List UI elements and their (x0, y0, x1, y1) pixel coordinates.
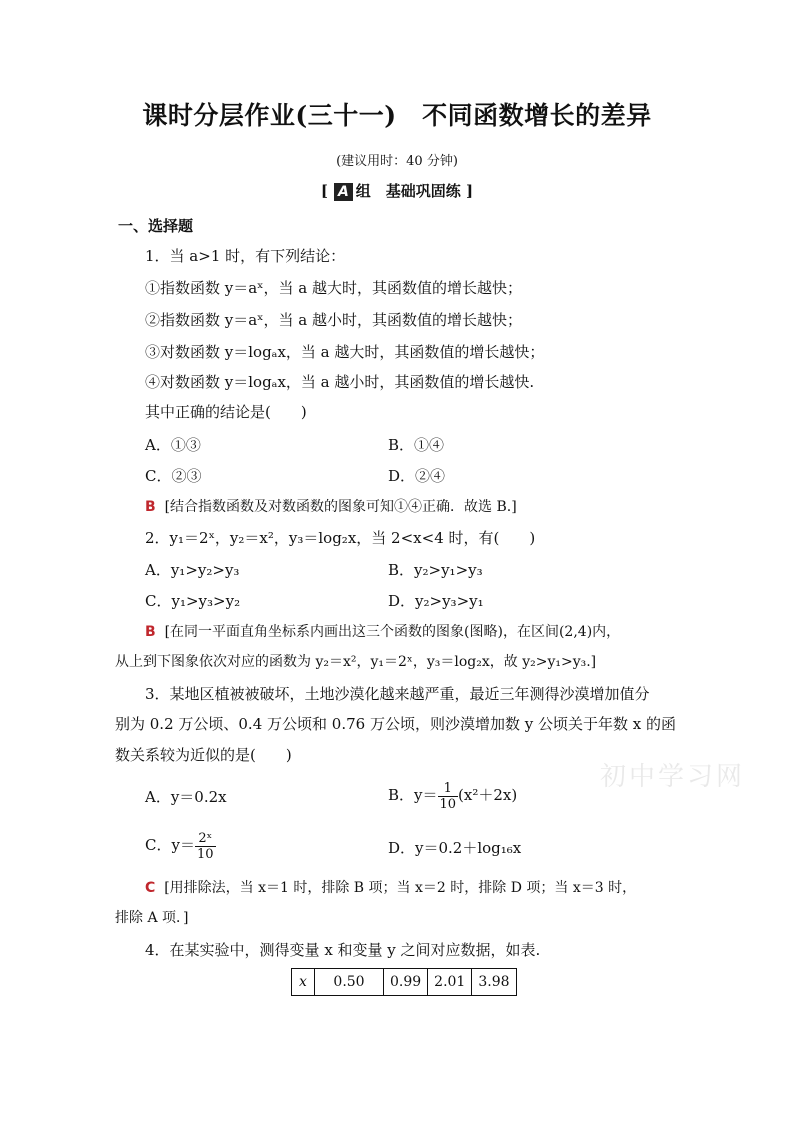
q2-option-d: D．y₂>y₃>y₁ (388, 592, 484, 610)
q3-option-b (388, 778, 517, 812)
page-title: 课时分层作业(三十一) 不同函数增长的差异 (142, 101, 652, 130)
q1-stem: 1．当 a>1 时，有下列结论： (145, 247, 346, 265)
q3-option-c (145, 828, 216, 862)
q1-answer-letter: B (145, 499, 156, 515)
group-bracket-open: [ (320, 182, 328, 200)
time-note: (建议用时：40 分钟) (336, 154, 458, 169)
q3-stem-line-3: 数关系较为近似的是( ) (115, 746, 292, 764)
q1-item-1: ①指数函数 y＝aˣ，当 a 越大时，其函数值的增长越快； (145, 279, 523, 297)
q2-option-c: C．y₁>y₃>y₂ (145, 592, 241, 610)
q3-option-c-numerator: 2ˣ (195, 831, 216, 847)
q1-answer-text: [结合指数函数及对数函数的图象可知①④正确．故选 B.] (164, 499, 517, 515)
q3-option-c-prefix: C．y＝ (145, 836, 195, 854)
q2-answer-letter: B (145, 624, 156, 640)
watermark: 初中学习网 (600, 762, 746, 792)
q1-answer (145, 497, 517, 517)
group-label: 组 基础巩固练 (355, 182, 461, 200)
table-row (292, 969, 517, 996)
q3-option-c-fraction (195, 831, 216, 862)
q1-option-d: D．②④ (388, 467, 446, 485)
group-bracket-close: ] (466, 182, 474, 200)
q2-option-b: B．y₂>y₁>y₃ (388, 561, 483, 579)
q4-data-table (291, 968, 517, 996)
q1-option-a: A．①③ (145, 436, 201, 454)
q3-answer-text-1: [用排除法，当 x＝1 时，排除 B 项；当 x＝2 时，排除 D 项；当 x＝3 时， (164, 880, 637, 896)
q3-answer-line-1 (145, 878, 636, 898)
table-cell: 0.50 (315, 969, 384, 996)
group-heading (0, 180, 794, 201)
q3-option-b-fraction (438, 781, 459, 812)
q2-option-a: A．y₁>y₂>y₃ (145, 561, 240, 579)
group-a-badge: A (334, 183, 353, 201)
q2-answer-line-1 (145, 622, 620, 642)
table-header-cell: x (292, 969, 315, 996)
q3-answer-letter: C (145, 880, 156, 896)
q1-prompt: 其中正确的结论是( ) (145, 403, 307, 421)
q3-option-b-suffix: (x²＋2x) (458, 786, 518, 804)
table-cell: 0.99 (384, 969, 428, 996)
q3-option-b-denominator: 10 (439, 796, 457, 812)
q3-answer-line-2: 排除 A 项．] (115, 910, 189, 926)
q2-stem: 2．y₁＝2ˣ，y₂＝x²，y₃＝log₂x，当 2<x<4 时，有( ) (145, 529, 536, 547)
q1-option-c: C．②③ (145, 467, 202, 485)
q3-option-d: D．y＝0.2＋log₁₆x (388, 839, 522, 857)
section-heading: 一、选择题 (118, 217, 194, 235)
q2-answer-text-1: [在同一平面直角坐标系内画出这三个函数的图象(图略)，在区间(2,4)内， (164, 624, 621, 640)
q3-stem-line-2: 别为 0.2 万公顷、0.4 万公顷和 0.76 万公顷，则沙漠增加数 y 公顷关于年数 x 的函 (115, 715, 676, 733)
table-cell: 2.01 (428, 969, 472, 996)
q3-option-b-prefix: B．y＝ (388, 786, 438, 804)
q1-item-3: ③对数函数 y＝logₐx，当 a 越大时，其函数值的增长越快； (145, 343, 545, 361)
table-cell: 3.98 (472, 969, 516, 996)
q1-item-4: ④对数函数 y＝logₐx，当 a 越小时，其函数值的增长越快. (145, 373, 535, 391)
q2-answer-line-2: 从上到下图象依次对应的函数为 y₂＝x²，y₁＝2ˣ，y₃＝log₂x，故 y₂>y₁>y₃.] (115, 654, 597, 670)
q3-option-c-denominator: 10 (196, 846, 214, 862)
q3-option-b-numerator: 1 (438, 781, 459, 797)
q3-option-a: A．y＝0.2x (145, 788, 227, 806)
q1-option-b: B．①④ (388, 436, 445, 454)
q3-stem-line-1: 3．某地区植被被破坏，土地沙漠化越来越严重，最近三年测得沙漠增加值分 (145, 685, 650, 703)
q1-item-2: ②指数函数 y＝aˣ，当 a 越小时，其函数值的增长越快； (145, 311, 523, 329)
q4-stem: 4．在某实验中，测得变量 x 和变量 y 之间对应数据，如表. (145, 941, 541, 959)
